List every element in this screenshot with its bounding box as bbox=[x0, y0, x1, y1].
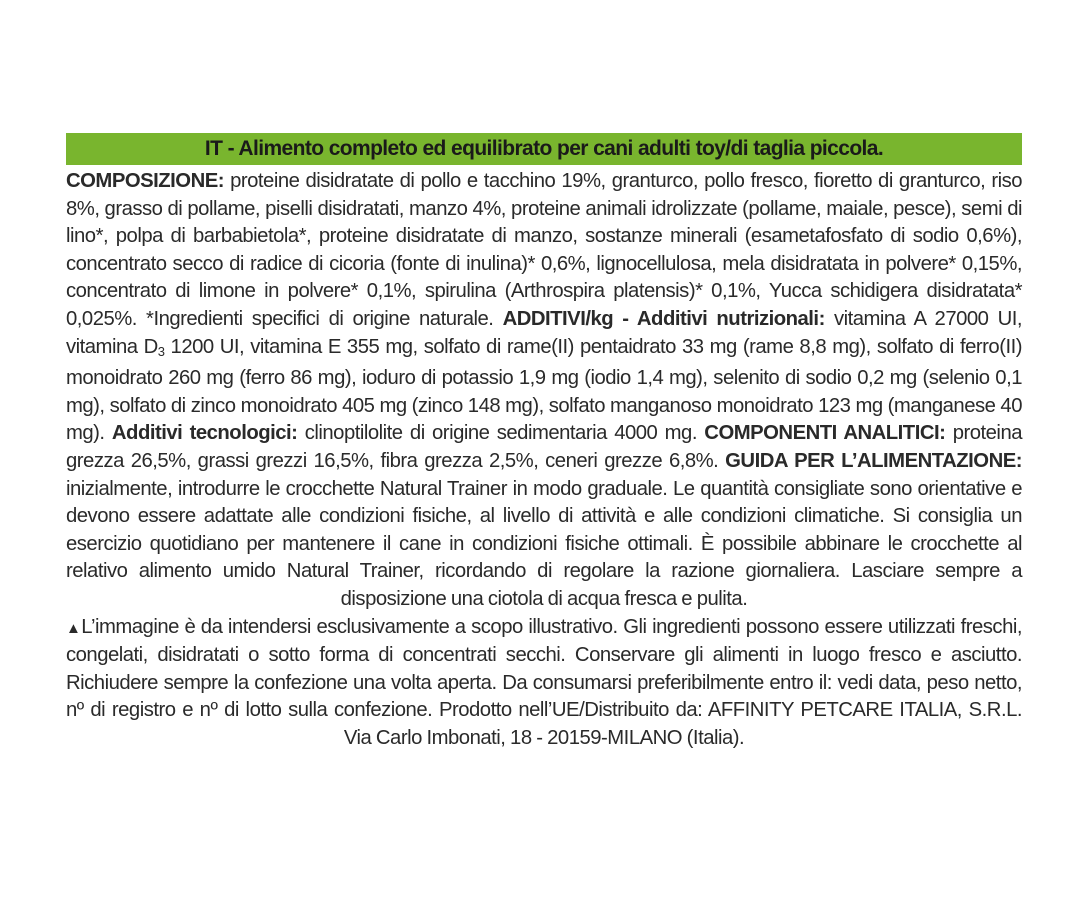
vitamin-d3-subscript: 3 bbox=[157, 343, 165, 359]
tech-additives-text: clinoptilolite di origine sedimentaria 4000 mg. bbox=[297, 422, 705, 445]
label-header bbox=[66, 133, 1022, 165]
additives-text-a: vitamina A 27000 UI, vitamina D bbox=[66, 307, 1022, 358]
label-body bbox=[66, 168, 1022, 752]
warning-triangle-icon: ▲ bbox=[66, 619, 82, 637]
analytical-text: proteina grezza 26,5%, grassi grezzi 16,5%, fibra grezza 2,5%, ceneri grezze 6,8%. bbox=[66, 422, 1022, 472]
composition-heading: COMPOSIZIONE: bbox=[66, 170, 225, 192]
additives-text-b: 1200 UI, vitamina E 355 mg, solfato di rame(II) pentaidrato 33 mg (rame 8,8 mg), solfato di ferro(II) monoidrato 260 mg (ferro 86 mg), ioduro di potassio 1,9 mg (iodio 1,4 mg), selenito di sodio 0,2 mg (selenio 0,1 mg), solfato di zinco monoidrato 405 mg (zinco 148 mg), solfato manganoso monoidrato 123 mg (manganese 40 mg). bbox=[66, 335, 1022, 445]
notice-text: L’immagine è da intendersi esclusivamente a scopo illustrativo. Gli ingredienti possono essere utilizzati freschi, congelati, disidratati o sotto forma di concentrati secchi. Conservare gli alimenti in luogo fresco e asciutto. Richiudere sempre la confezione una volta aperta. Da consumarsi preferibilmente entro il: vedi data, peso netto, nº di registro e nº di lotto sulla confezione. Prodotto nell’UE/Distribuito da: AFFINITY PETCARE ITALIA, S.R.L. Via Carlo Imbonati, 18 - 20159-MILANO (Italia). bbox=[66, 615, 1022, 749]
tech-additives-heading: Additivi tecnologici: bbox=[111, 422, 298, 445]
feeding-text: inizialmente, introdurre le crocchette Natural Trainer in modo graduale. Le quantità consigliate sono orientative e devono essere adattate alle condizioni fisiche, al livello di attività e alle condizioni climatiche. Si consiglia un esercizio quotidiano per mantenere il cane in condizioni fisiche ottimali. È possibile abbinare le crocchette al relativo alimento umido Natural Trainer, ricordando di regolare la razione giornaliera. Lasciare sempre a disposizione una ciotola di acqua fresca e pulita. bbox=[66, 477, 1022, 610]
feeding-heading: GUIDA PER L’ALIMENTAZIONE: bbox=[725, 449, 1022, 472]
additives-heading: ADDITIVI/kg - Additivi nutrizionali: bbox=[502, 307, 825, 330]
composition-text: proteine disidratate di pollo e tacchino 19%, granturco, pollo fresco, fioretto di granturco, riso 8%, grasso di pollame, piselli disidratati, manzo 4%, proteine animali idrolizzate (pollame, maiale, pesce), semi di lino*, polpa di barbabietola*, proteine disidratate di manzo, sostanze minerali (esametafosfato di sodio 0,6%), concentrato secco di radice di cicoria (fonte di inulina)* 0,6%, lignocellulosa, mela disidratata in polvere* 0,15%, concentrato di limone in polvere* 0,1%, spirulina (Arthrospira platensis)* 0,1%, Yucca schidigera disidratata* 0,025%. *Ingredienti specifici di origine naturale. bbox=[66, 170, 1022, 330]
analytical-heading: COMPONENTI ANALITICI: bbox=[704, 422, 946, 445]
product-label bbox=[66, 133, 1022, 752]
label-title: IT - Alimento completo ed equilibrato per cani adulti toy/di taglia piccola. bbox=[204, 137, 884, 160]
